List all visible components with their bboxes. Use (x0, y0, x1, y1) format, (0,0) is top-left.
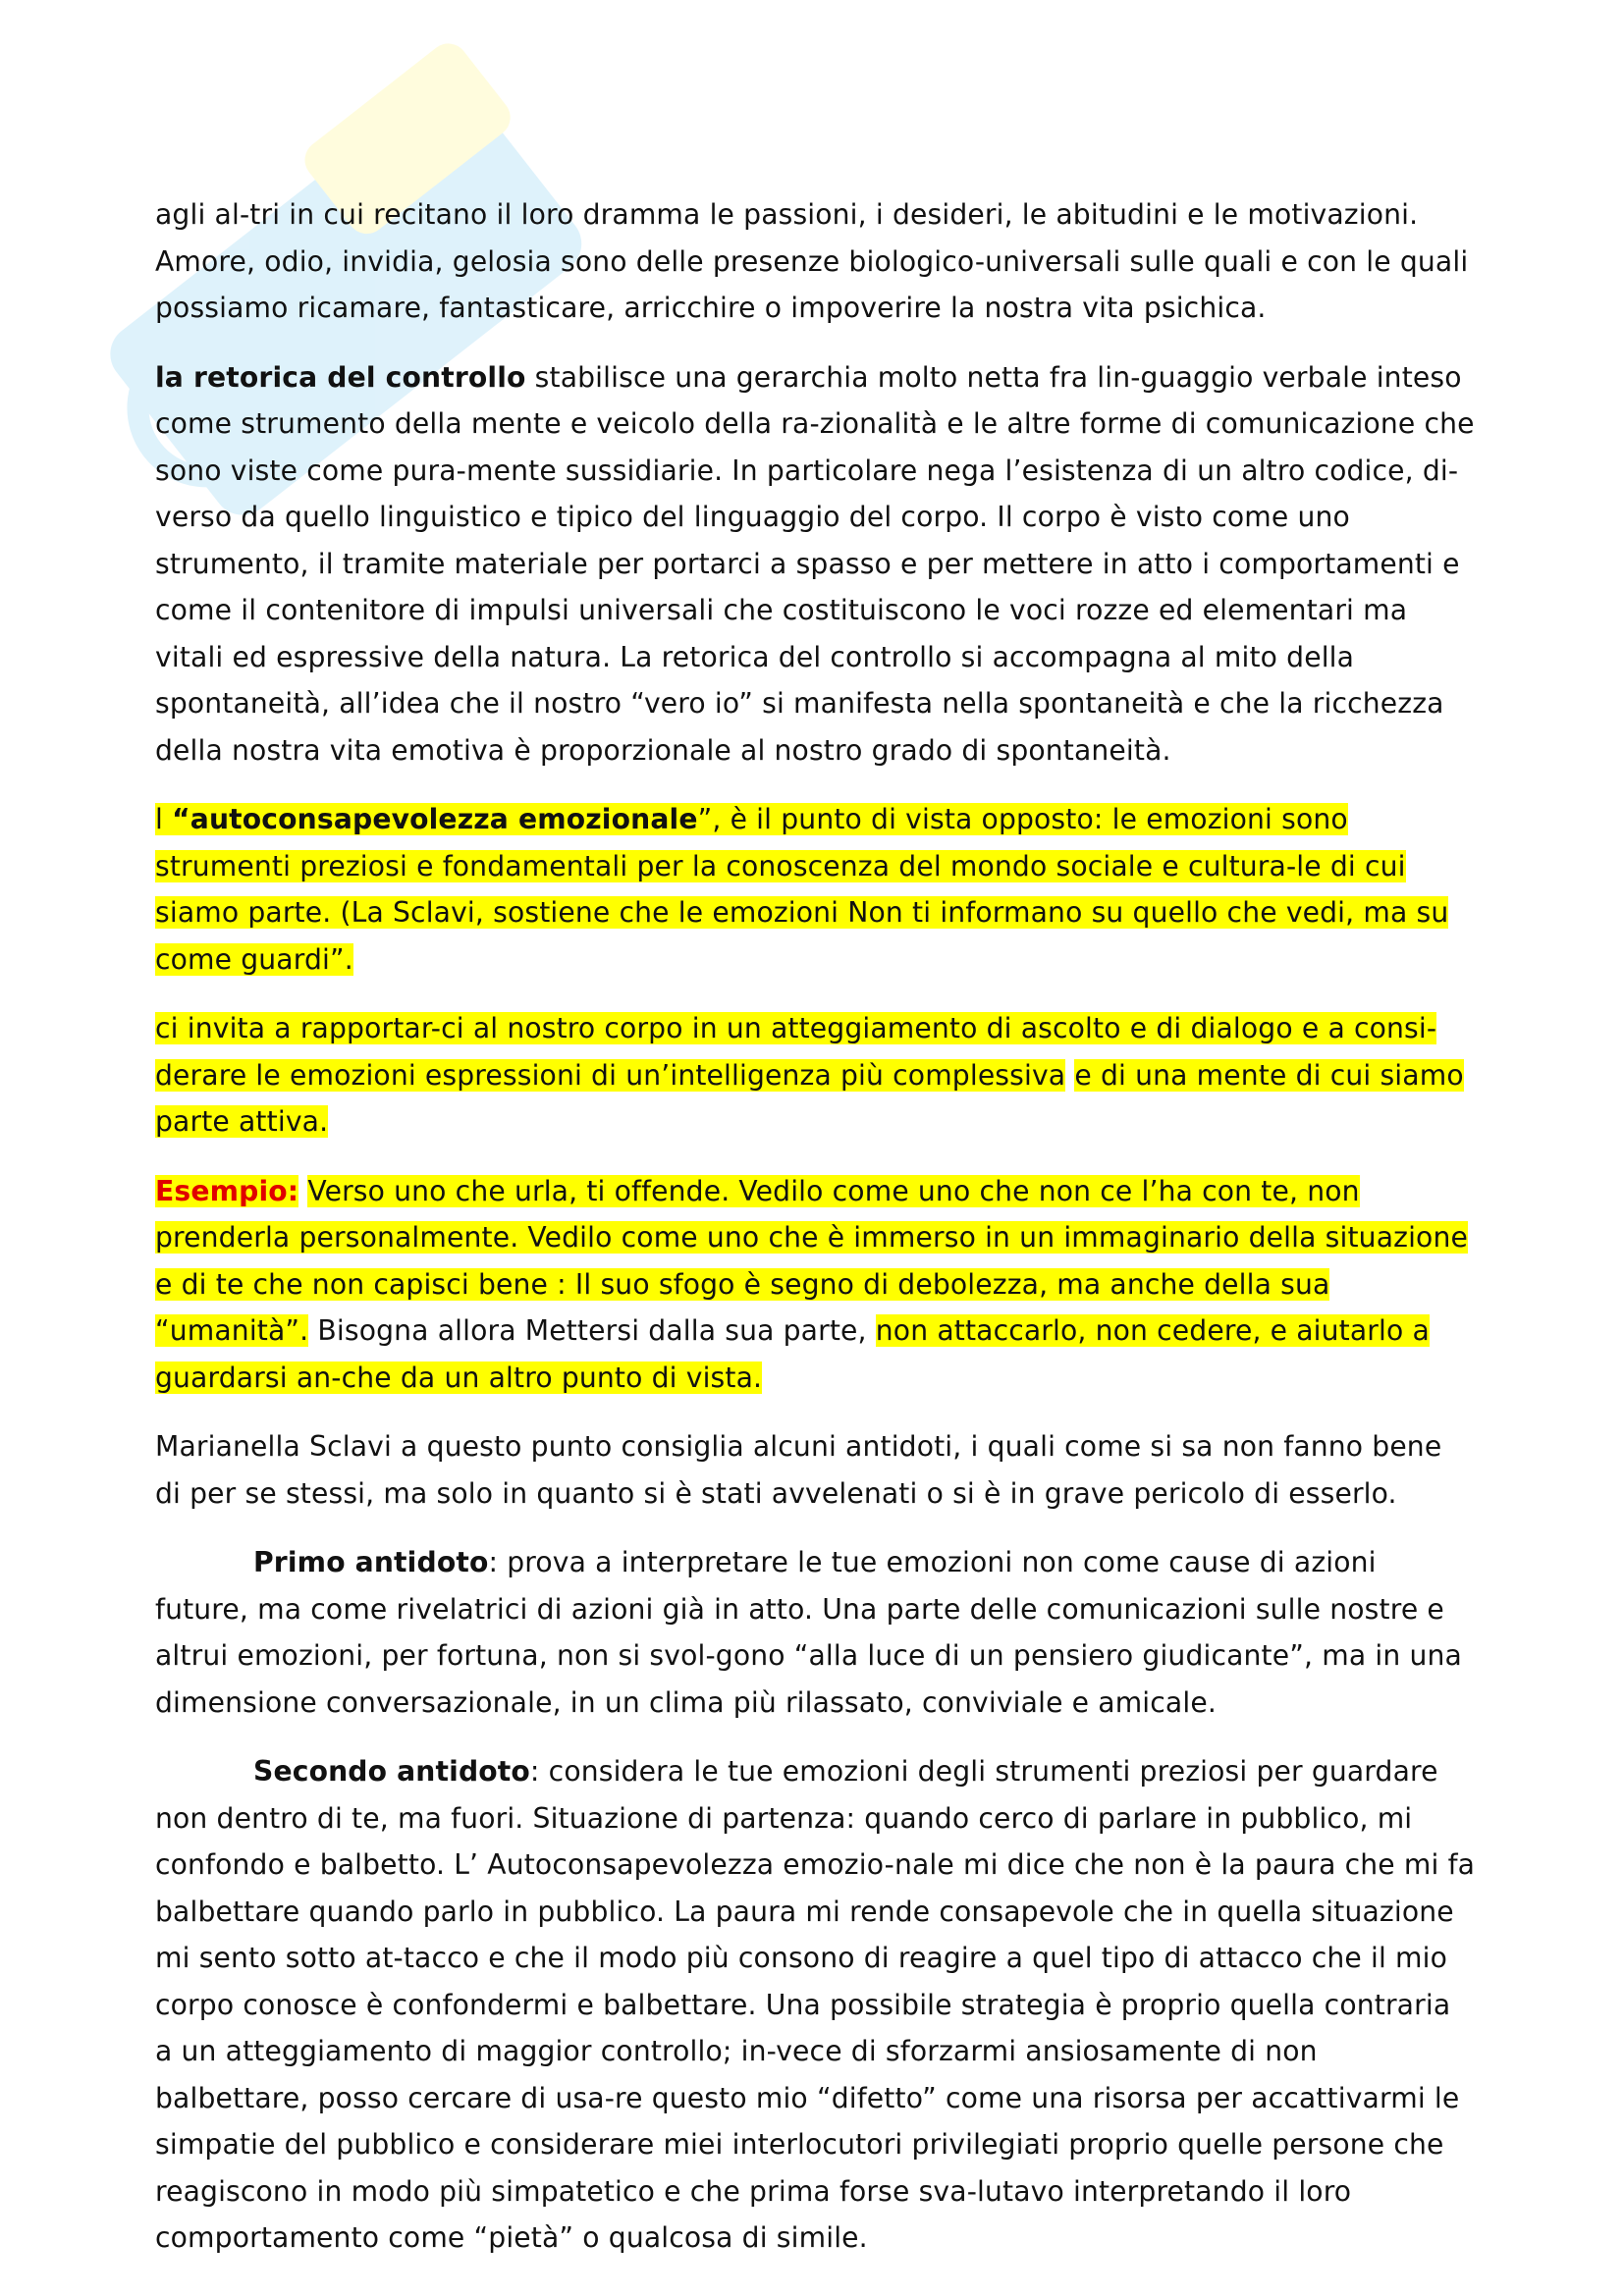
term-autoconsapevolezza-emozionale: “autoconsapevolezza emozionale (172, 803, 698, 835)
term-retorica-del-controllo: la retorica del controllo (155, 360, 526, 394)
paragraph-primo-antidoto (155, 1539, 1476, 1726)
highlighted-text: non attaccarlo, non cedere, e aiutarlo a guardarsi an-che da un altro punto di vista. (155, 1314, 1430, 1394)
paragraph-passioni (155, 191, 1476, 332)
paragraph-text: Bisogna allora Mettersi dalla sua parte, (317, 1314, 867, 1347)
paragraph-esempio (155, 1168, 1476, 1402)
paragraph-secondo-antidoto (155, 1748, 1476, 2262)
paragraph-autoconsapevolezza (155, 796, 1476, 983)
paragraph-text: ”, è il punto di vista opposto: le emozioni sono strumenti preziosi e fondamentali per la conoscenza del mondo sociale e cultura-le di cui siamo parte. (La Sclavi, sostiene che le emozioni Non ti informano su quello che vedi, ma su come guardi”. (155, 803, 1449, 976)
paragraph-lead: l (155, 803, 173, 835)
paragraph-text: : prova a interpretare le tue emozioni non come cause di azioni future, ma come rivelatrici di azioni già in atto. Una parte delle comunicazioni sulle nostre e altrui emozioni, per fortuna, non si svol-gono “alla luce di un pensiero giudicante”, ma in una dimensione conversazionale, in un clima più rilassato, conviviale e amicale. (155, 1546, 1462, 1719)
highlighted-text: ci invita a rapportar-ci al nostro corpo in un atteggiamento di ascolto e di dialogo e a consi-derare le emozioni espressioni di un’intelligenza più complessiva (155, 1012, 1437, 1092)
paragraph-text: stabilisce una gerarchia molto netta fra lin-guaggio verbale inteso come strumento della mente e veicolo della ra-zionalità e le altre forme di comunicazione che sono viste come pura-mente sussidiarie. In particolare nega l’esistenza di un altro codice, di-verso da quello linguistico e tipico del linguaggio del corpo. Il corpo è visto come uno strumento, il tramite materiale per portarci a spasso e per mettere in atto i comportamenti e come il contenitore di impulsi universali che costituiscono le voci rozze ed elementari ma vitali ed espressive della natura. La retorica del controllo si accompagna al mito della spontaneità, all’idea che il nostro “vero io” si manifesta nella spontaneità e che la ricchezza della nostra vita emotiva è proporzionale al nostro grado di spontaneità. (155, 360, 1475, 767)
term-primo-antidoto: Primo antidoto (253, 1546, 489, 1578)
highlighted-text: Verso uno che urla, ti offende. Vedilo come uno che non ce l’ha con te, non prenderla personalmente. Vedilo come uno che è immerso in un immaginario della situazione e di te che non capisci bene : Il suo sfogo è segno di debolezza, ma anche della sua “umanità”. (155, 1174, 1468, 1347)
paragraph-text: Marianella Sclavi a questo punto consiglia alcuni antidoti, i quali come si sa non fanno bene di per se stessi, ma solo in quanto si è stati avvelenati o si è in grave pericolo di esserlo. (155, 1430, 1442, 1510)
term-secondo-antidoto: Secondo antidoto (253, 1755, 530, 1788)
paragraph-text: : considera le tue emozioni degli strumenti preziosi per guardare non dentro di te, ma fuori. Situazione di partenza: quando cerco di parlare in pubblico, mi confondo e balbetto. L’ Autoconsapevolezza emozio-nale mi dice che non è la paura che mi fa balbettare quando parlo in pubblico. La paura mi rende consapevole che in quella situazione mi sento sotto at-tacco e che il modo più consono di reagire a quel tipo di attacco che il mio corpo conosce è confondermi e balbettare. Una possibile strategia è proprio quella contraria a un atteggiamento di maggior controllo; in-vece di sforzarmi ansiosamente di non balbettare, posso cercare di usa-re questo mio “difetto” come una risorsa per accattivarmi le simpatie del pubblico e considerare miei interlocutori privilegiati proprio quelle persone che reagiscono in modo più simpatetico e che prima forse sva-lutavo interpretando il loro comportamento come “pietà” o qualcosa di simile. (155, 1755, 1476, 2254)
example-label: Esempio: (155, 1174, 299, 1207)
document-body (155, 191, 1476, 2284)
paragraph-text: agli al-tri in cui recitano il loro dramma le passioni, i desideri, le abitudini e le motivazioni. Amore, odio, invidia, gelosia sono delle presenze biologico-universali sulle quali e con le quali possiamo ricamare, fantasticare, arricchire o impoverire la nostra vita psichica. (155, 198, 1469, 324)
paragraph-retorica-controllo (155, 354, 1476, 774)
highlighted-text (155, 803, 1448, 976)
paragraph-antidoti (155, 1423, 1476, 1517)
paragraph-ascolto-dialogo (155, 1005, 1476, 1146)
highlighted-text: e di una mente di cui siamo parte attiva. (155, 1058, 1464, 1138)
